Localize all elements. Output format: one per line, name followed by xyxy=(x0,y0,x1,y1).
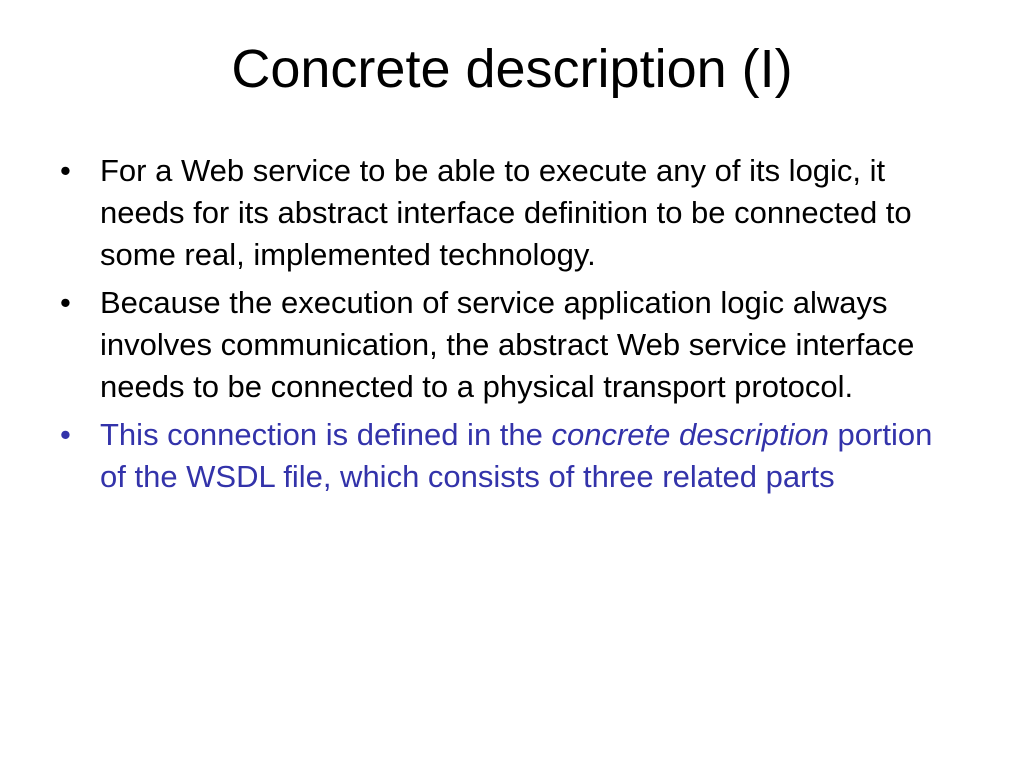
bullet-item xyxy=(60,282,960,408)
bullet-marker-icon: • xyxy=(60,285,71,320)
bullet-text-before: This connection is defined in the xyxy=(100,417,552,452)
slide-title: Concrete description (I) xyxy=(231,39,793,99)
bullet-text-emphasis: concrete description xyxy=(551,417,829,452)
bullet-list xyxy=(60,150,960,504)
bullet-marker-icon: • xyxy=(60,417,71,452)
bullet-text-after: portion of the WSDL file, which consists of three related parts xyxy=(100,417,933,494)
bullet-item xyxy=(60,150,960,276)
bullet-item-highlighted xyxy=(60,414,960,498)
bullet-text: For a Web service to be able to execute any of its logic, it needs for its abstract interface definition to be connected to some real, implemented technology. xyxy=(100,153,912,272)
bullet-text: Because the execution of service application logic always involves communication, the abstract Web service interface needs to be connected to a physical transport protocol. xyxy=(100,285,915,404)
bullet-marker-icon: • xyxy=(60,153,71,188)
